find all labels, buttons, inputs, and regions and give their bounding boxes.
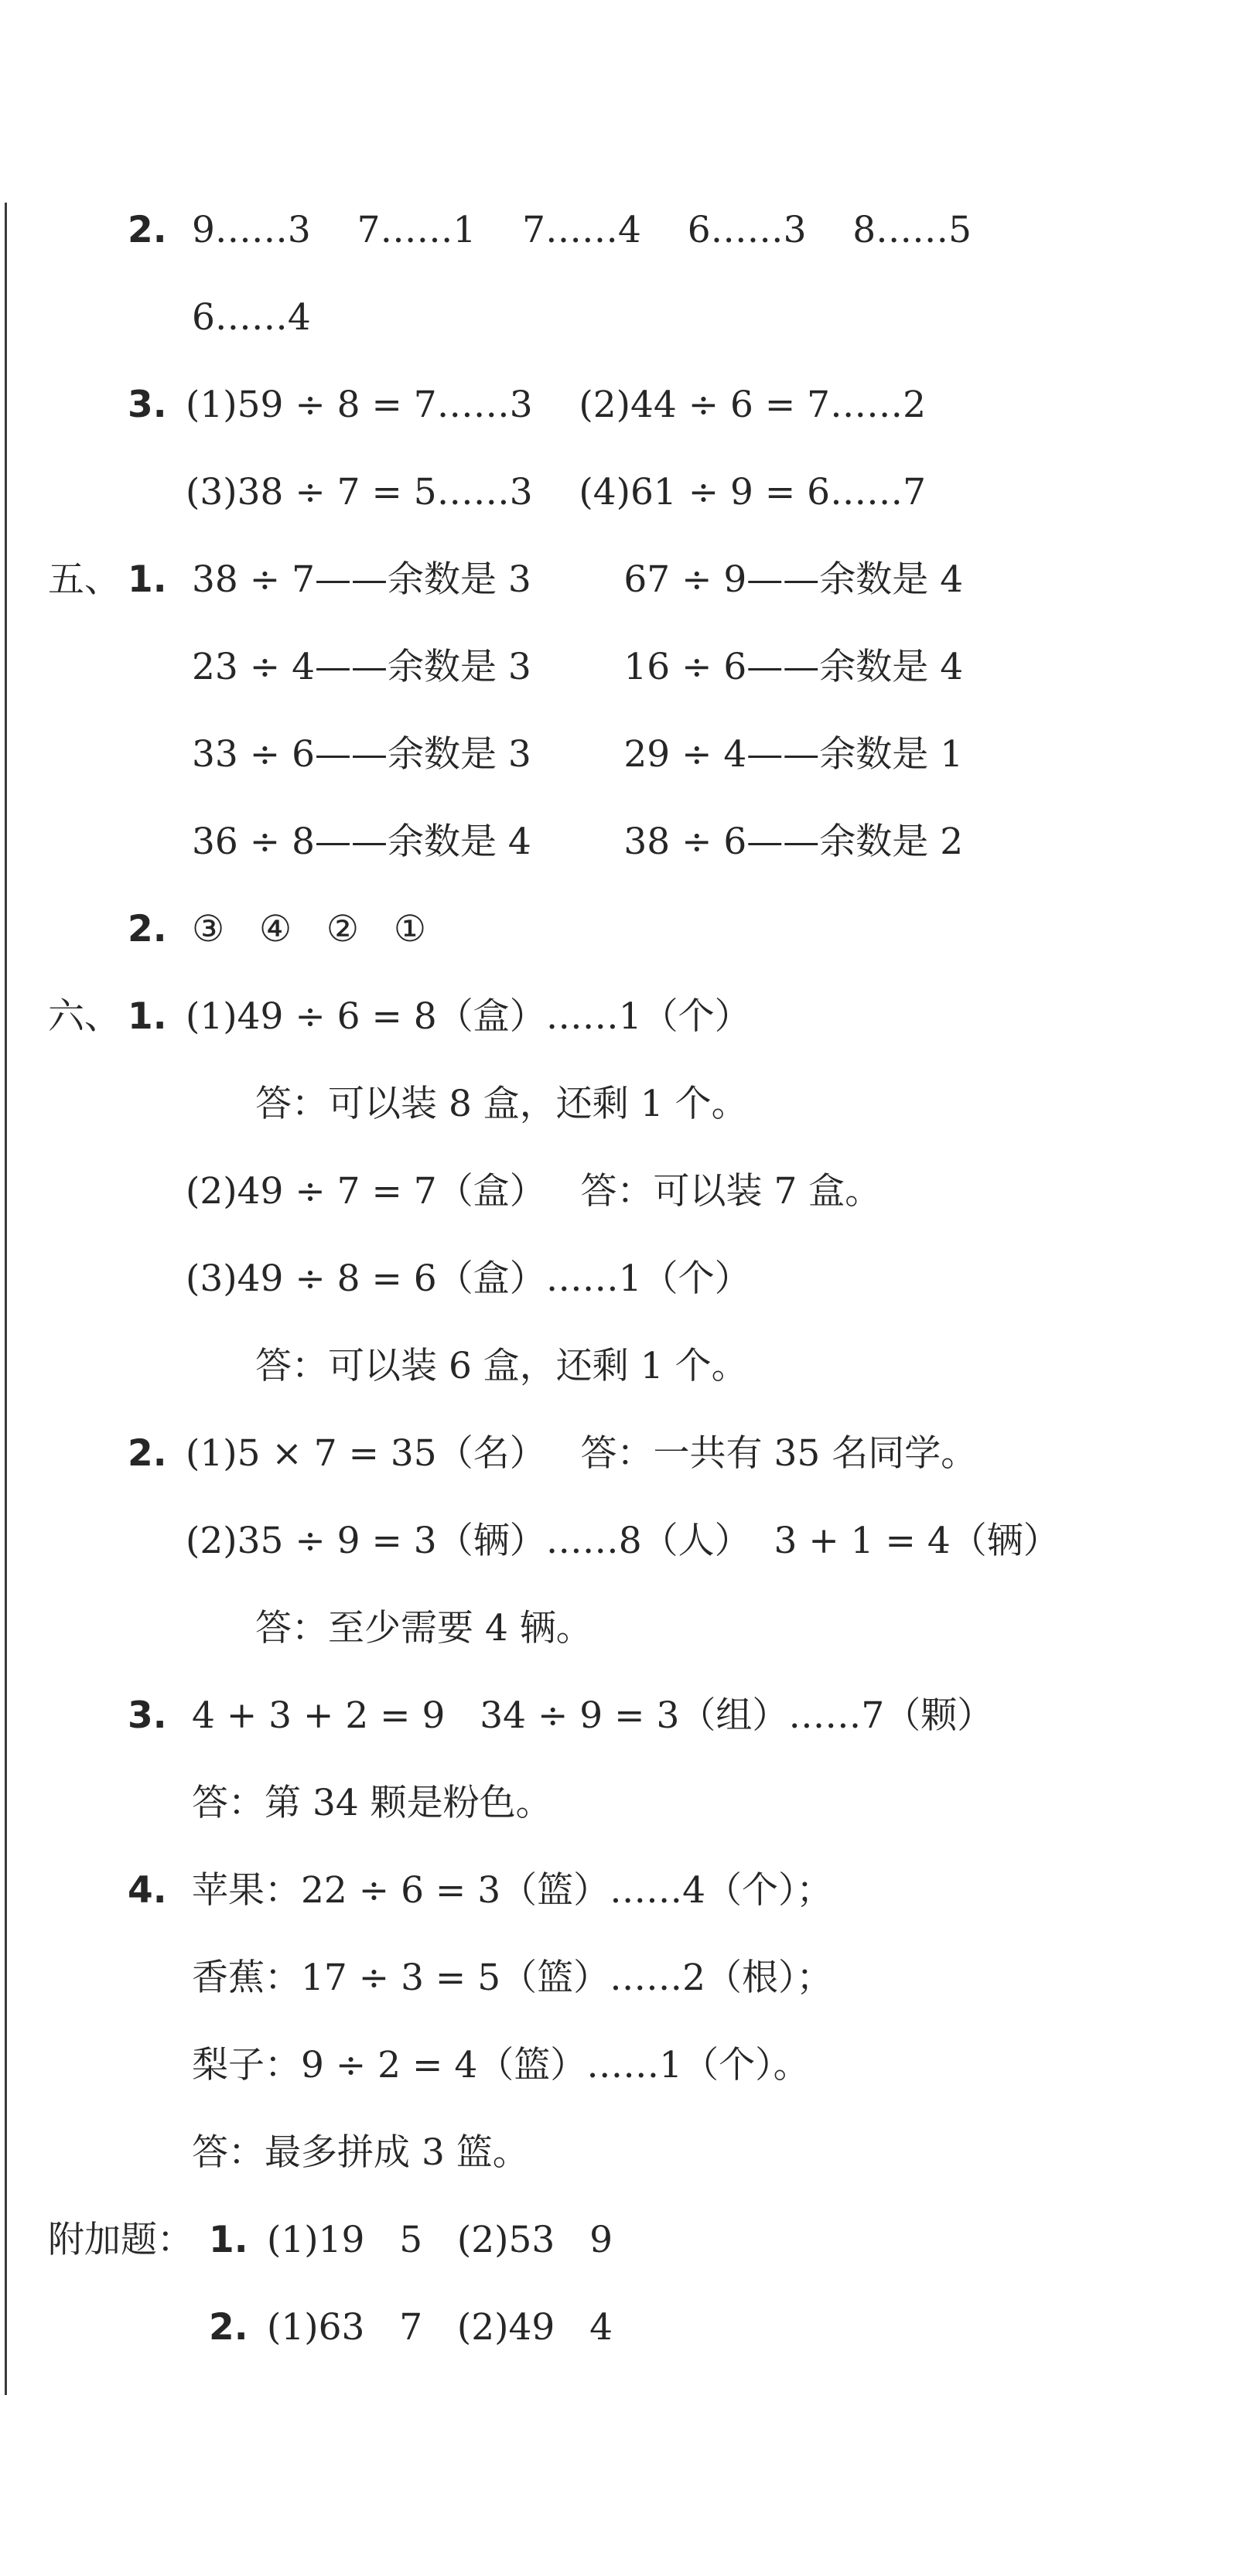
answer-text: (1)19 5 (2)53 9 <box>267 2219 613 2261</box>
item-number: 1. <box>209 2219 248 2261</box>
answer-text: (2)49 ÷ 7 = 7（盒） 答：可以装 7 盒。 <box>186 1170 882 1213</box>
answer-text: (1)63 7 (2)49 4 <box>267 2306 613 2349</box>
item-number: 2. <box>128 908 167 950</box>
answer-text: 9……3 7……1 7……4 6……3 8……5 <box>192 209 972 251</box>
answer-line <box>0 1169 882 1215</box>
answer-line <box>0 994 751 1040</box>
answer-text: 香蕉：17 ÷ 3 = 5（篮）……2（根）； <box>192 1957 833 1999</box>
section-label: 六、 <box>48 995 121 1038</box>
answer-text: 答：可以装 6 盒，还剩 1 个。 <box>255 1345 748 1387</box>
answer-text: 33 ÷ 6——余数是 3 29 ÷ 4——余数是 1 <box>192 733 964 776</box>
section-label: 附加题： <box>48 2219 193 2261</box>
answer-text: ③ ④ ② ① <box>192 908 426 950</box>
answer-line <box>0 1605 593 1652</box>
answer-line <box>0 1518 1060 1564</box>
answer-line <box>0 644 964 691</box>
answer-text: (3)38 ÷ 7 = 5……3 (4)61 ÷ 9 = 6……7 <box>186 471 926 513</box>
answer-line <box>0 557 964 603</box>
answer-line <box>0 2217 613 2264</box>
item-number: 2. <box>128 1432 167 1475</box>
answer-text: 6……4 <box>192 296 311 339</box>
answer-text: (1)49 ÷ 6 = 8（盒）……1（个） <box>186 995 751 1038</box>
item-number: 2. <box>128 209 167 251</box>
answer-text: 答：可以装 8 盒，还剩 1 个。 <box>255 1083 748 1125</box>
answer-text: 苹果：22 ÷ 6 = 3（篮）……4（个）； <box>192 1869 833 1912</box>
item-number: 1. <box>128 995 167 1038</box>
item-number: 3. <box>128 384 167 426</box>
answer-text: 答：最多拼成 3 篮。 <box>192 2131 529 2174</box>
answer-line <box>0 2042 810 2089</box>
answer-line <box>0 732 964 778</box>
answer-text: 23 ÷ 4——余数是 3 16 ÷ 6——余数是 4 <box>192 646 964 688</box>
answer-line <box>0 1431 978 1477</box>
answer-line <box>0 2130 529 2176</box>
item-number: 4. <box>128 1869 167 1912</box>
answer-text: (1)59 ÷ 8 = 7……3 (2)44 ÷ 6 = 7……2 <box>186 384 926 426</box>
answer-line <box>0 207 972 254</box>
answer-text: (1)5 × 7 = 35（名） 答：一共有 35 名同学。 <box>186 1432 978 1475</box>
answer-line <box>0 2305 613 2351</box>
answer-line <box>0 295 311 341</box>
answer-line <box>0 1256 751 1302</box>
answer-line <box>0 1868 833 1914</box>
answer-line <box>0 1693 994 1739</box>
answer-text: 38 ÷ 7——余数是 3 67 ÷ 9——余数是 4 <box>192 558 964 601</box>
answer-text: (3)49 ÷ 8 = 6（盒）……1（个） <box>186 1257 751 1300</box>
item-number: 2. <box>209 2306 248 2349</box>
answer-text: (2)35 ÷ 9 = 3（辆）……8（人） 3 + 1 = 4（辆） <box>186 1520 1060 1562</box>
section-label: 五、 <box>48 558 121 601</box>
answer-line <box>0 819 964 865</box>
answer-line <box>0 382 926 428</box>
answer-line <box>0 1780 552 1827</box>
answer-text: 36 ÷ 8——余数是 4 38 ÷ 6——余数是 2 <box>192 821 964 863</box>
answer-line <box>0 469 926 516</box>
answer-text: 4 + 3 + 2 = 9 34 ÷ 9 = 3（组）……7（颗） <box>192 1694 994 1737</box>
answer-text: 答：第 34 颗是粉色。 <box>192 1782 552 1824</box>
item-number: 3. <box>128 1694 167 1737</box>
answer-line <box>0 1955 833 2001</box>
answer-line <box>0 1081 748 1128</box>
answer-line <box>0 1343 748 1390</box>
answer-text: 答：至少需要 4 辆。 <box>255 1607 593 1650</box>
item-number: 1. <box>128 558 167 601</box>
answer-line <box>0 906 426 953</box>
answer-text: 梨子：9 ÷ 2 = 4（篮）……1（个）。 <box>192 2044 810 2086</box>
